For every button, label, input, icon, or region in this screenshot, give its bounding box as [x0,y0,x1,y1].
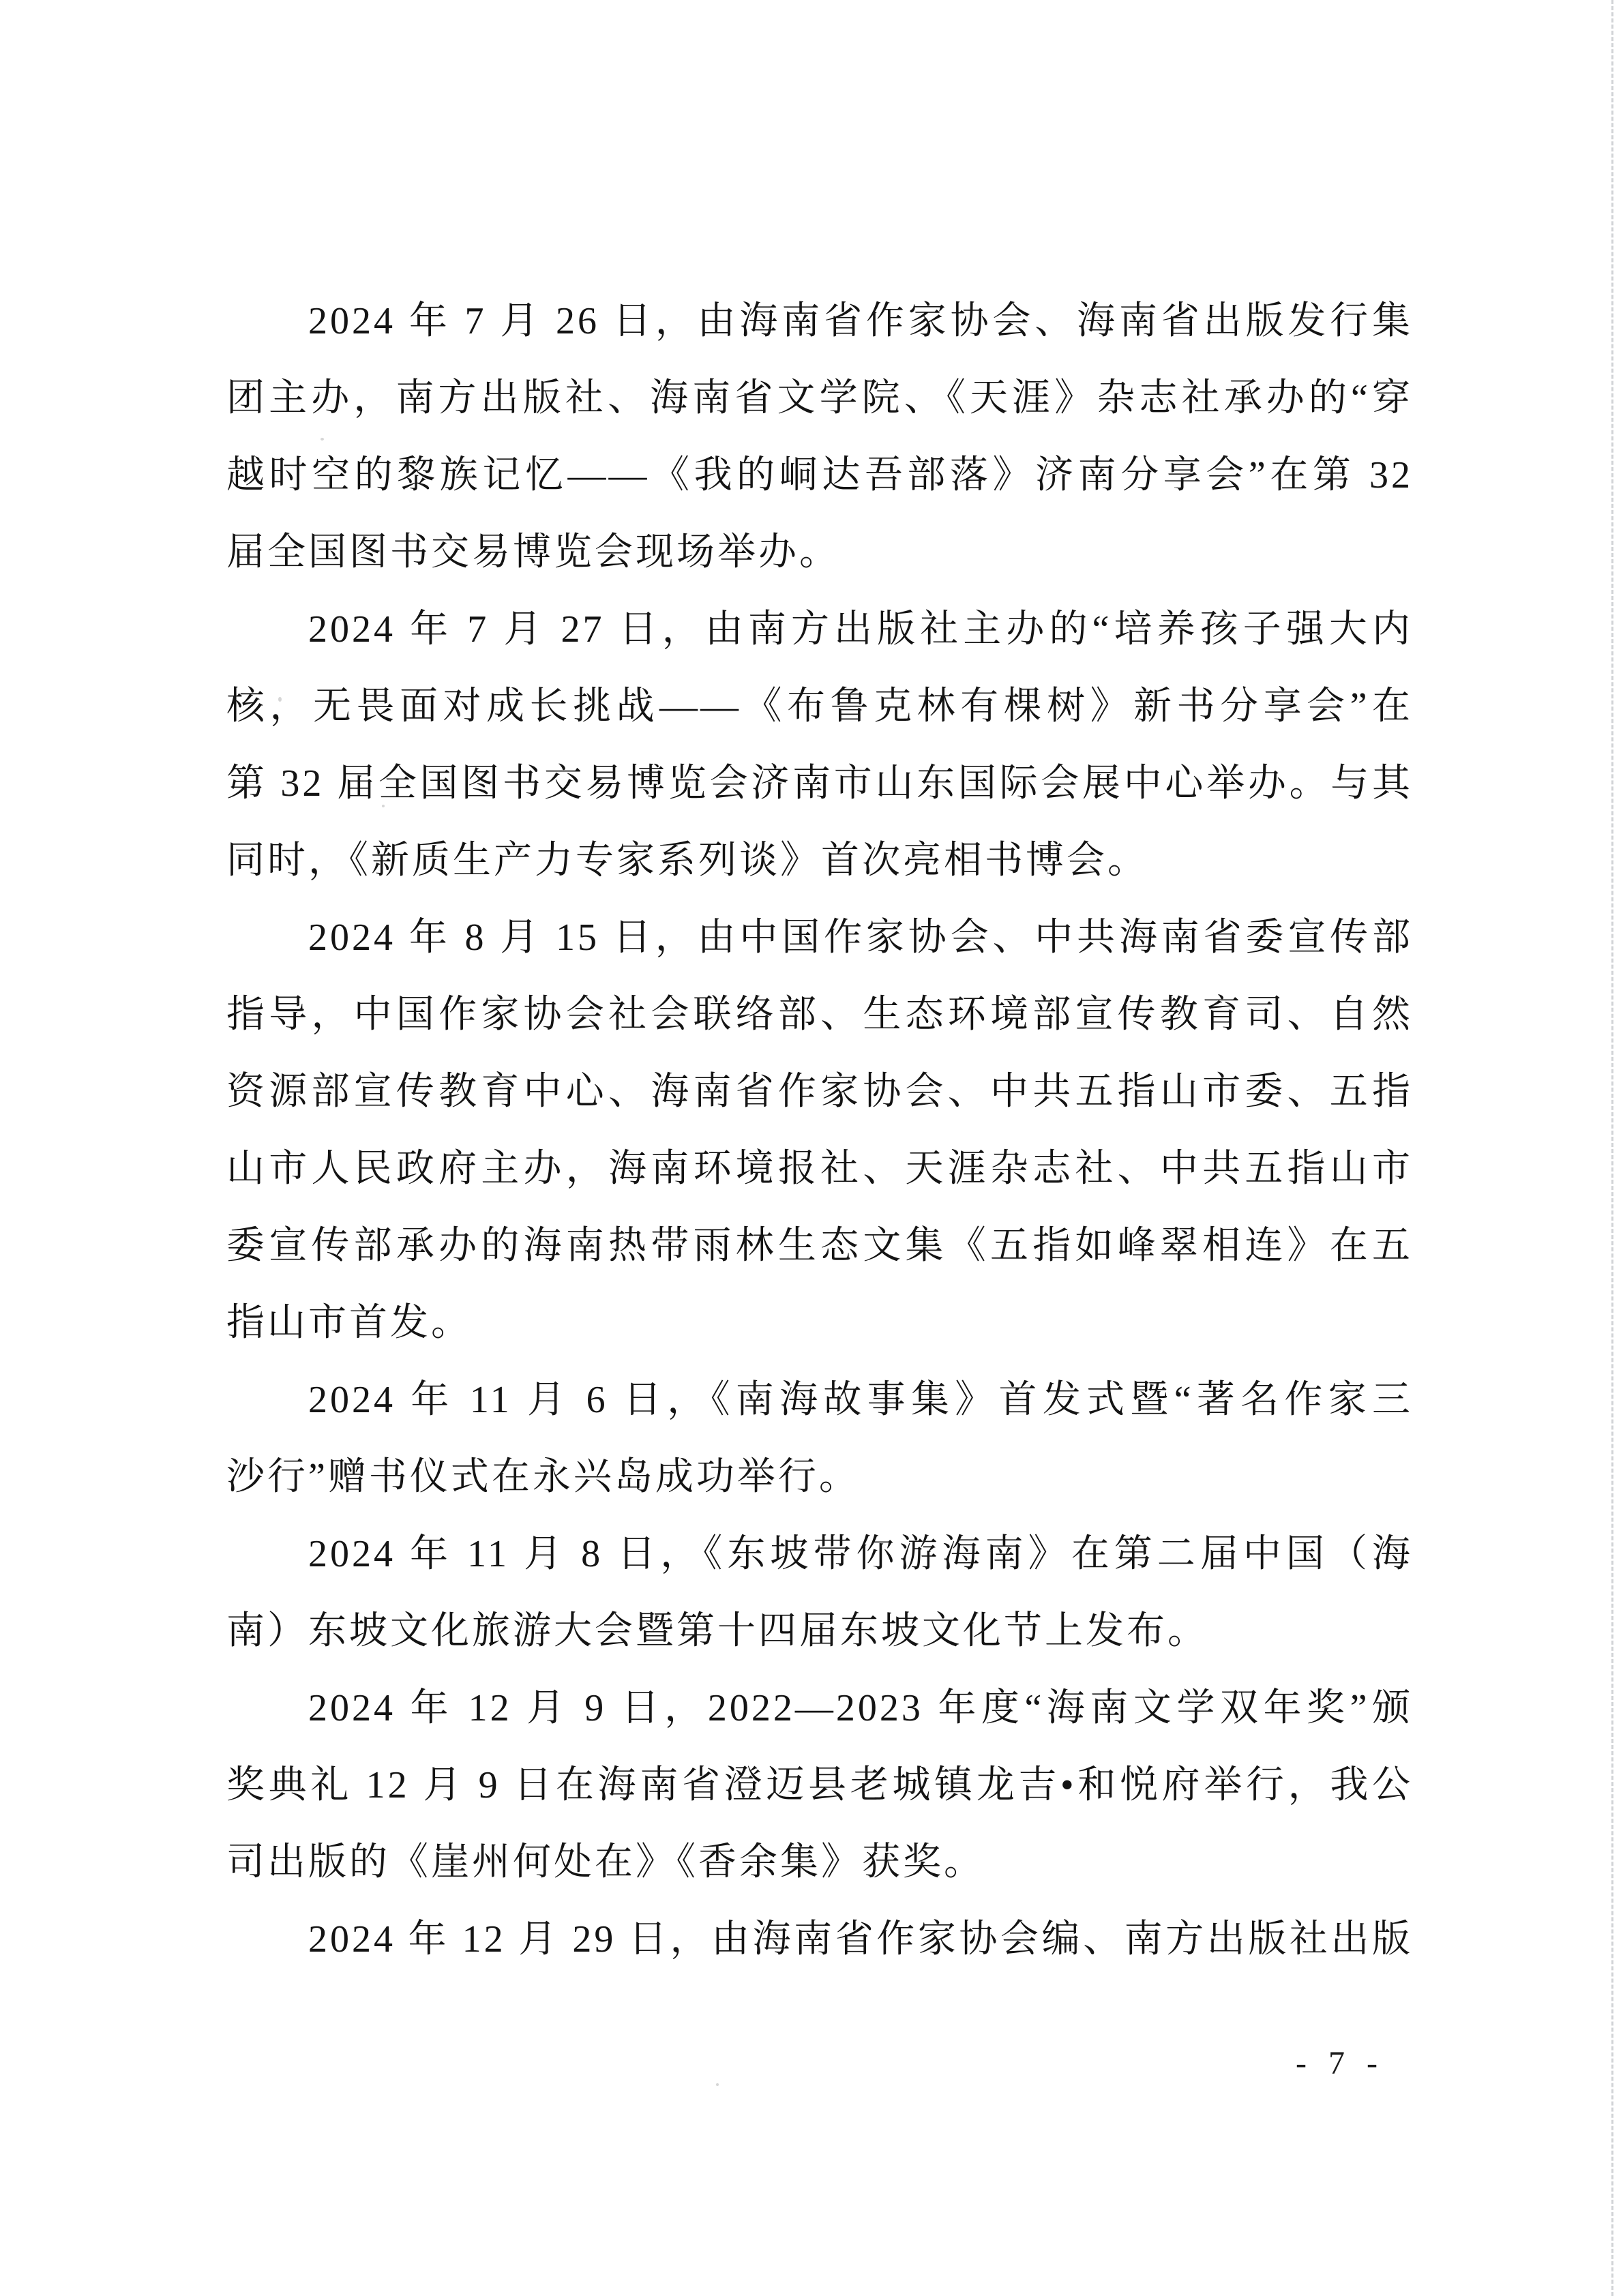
text-line: 团主办，南方出版社、海南省文学院、《天涯》杂志社承办的“穿 [226,377,1413,419]
text-line: 届全国图书交易博览会现场举办。 [226,531,840,573]
text-line: 2024 年 11 月 8 日，《东坡带你游海南》在第二届中国（海 [308,1533,1413,1575]
text-line: 委宣传部承办的海南热带雨林生态文集《五指如峰翠相连》在五 [226,1225,1413,1267]
scan-speckle [321,438,324,441]
paragraph [226,1901,1413,1978]
scan-speckle [716,2083,719,2086]
paragraph [226,1362,1413,1516]
text-line: 2024 年 7 月 26 日，由海南省作家协会、海南省出版发行集 [308,300,1413,342]
text-line: 司出版的《崖州何处在》《香余集》获奖。 [226,1841,985,1883]
text-line: 同时，《新质生产力专家系列谈》首次亮相书博会。 [226,839,1148,882]
text-line: 2024 年 12 月 9 日，2022—2023 年度“海南文学双年奖”颁 [308,1687,1413,1729]
scan-speckle [278,697,282,702]
text-line: 南）东坡文化旅游大会暨第十四届东坡文化节上发布。 [226,1610,1208,1652]
page-number: - 7 - [1296,2045,1384,2081]
text-block [226,283,1413,1978]
text-line: 指导，中国作家协会社会联络部、生态环境部宣传教育司、自然 [226,994,1413,1036]
paragraph [226,591,1413,899]
text-line: 资源部宣传教育中心、海南省作家协会、中共五指山市委、五指 [226,1071,1413,1113]
text-line: 奖典礼 12 月 9 日在海南省澄迈县老城镇龙吉•和悦府举行，我公 [226,1764,1413,1806]
text-line: 指山市首发。 [226,1302,472,1344]
text-line: 山市人民政府主办，海南环境报社、天涯杂志社、中共五指山市 [226,1148,1413,1190]
text-line: 2024 年 7 月 27 日，由南方出版社主办的“培养孩子强大内 [308,608,1413,651]
text-line: 第 32 届全国图书交易博览会济南市山东国际会展中心举办。与其 [226,762,1413,805]
paragraph [226,283,1413,591]
paragraph [226,1516,1413,1670]
scan-speckle [338,617,342,621]
paragraph [226,899,1413,1362]
text-line: 核，无畏面对成长挑战——《布鲁克林有棵树》新书分享会”在 [226,685,1413,728]
text-line: 沙行”赠书仪式在永兴岛成功举行。 [226,1456,860,1498]
text-line: 越时空的黎族记忆——《我的峒达吾部落》济南分享会”在第 32 [226,454,1413,496]
text-line: 2024 年 11 月 6 日，《南海故事集》首发式暨“著名作家三 [308,1379,1413,1421]
paragraph [226,1670,1413,1901]
scan-speckle [382,805,385,807]
text-line: 2024 年 8 月 15 日，由中国作家协会、中共海南省委宣传部 [308,916,1413,959]
text-line: 2024 年 12 月 29 日，由海南省作家协会编、南方出版社出版 [308,1918,1413,1960]
scan-edge-artifact [1611,0,1613,2296]
